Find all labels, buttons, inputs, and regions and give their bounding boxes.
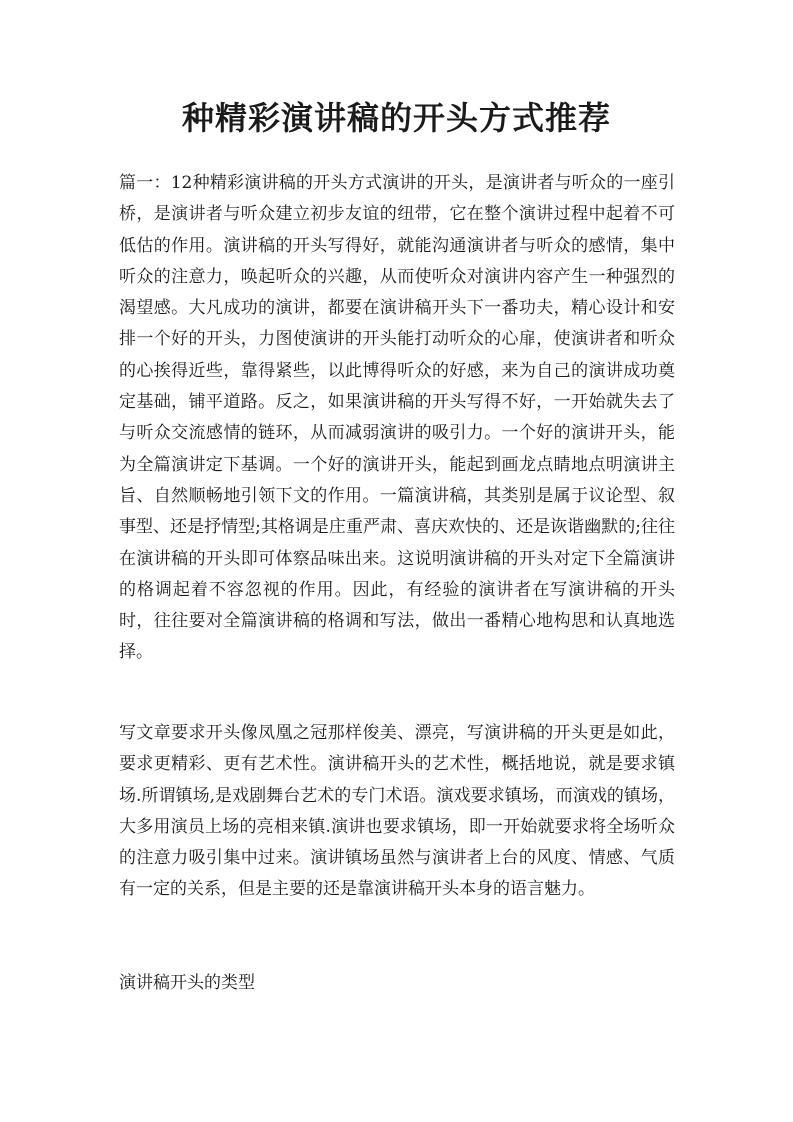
document-title: 种精彩演讲稿的开头方式推荐 xyxy=(181,99,611,137)
paragraph-intro: 篇一：12种精彩演讲稿的开头方式演讲的开头，是演讲者与听众的一座引桥，是演讲者与听众建立初步友谊的纽带，它在整个演讲过程中起着不可低估的作用。演讲稿的开头写得好，就能沟通演讲者与听众的感情，集中听众的注意力，唤起听众的兴趣，从而使听众对演讲内容产生一种强烈的渴望感。大凡成功的演讲，都要在演讲稿开头下一番功夫，精心设计和安排一个好的开头，力图使演讲的开头能打动听众的心扉，使演讲者和听众的心挨得近些，靠得紧些，以此博得听众的好感，来为自己的演讲成功奠定基础，铺平道路。反之，如果演讲稿的开头写得不好，一开始就失去了与听众交流感情的链环，从而减弱演讲的吸引力。一个好的演讲开头，能为全篇演讲定下基调。一个好的演讲开头，能起到画龙点睛地点明演讲主旨、自然顺畅地引领下文的作用。一篇演讲稿，其类别是属于议论型、叙事型、还是抒情型;其格调是庄重严肃、喜庆欢快的、还是诙谐幽默的;往往在演讲稿的开头即可体察品味出来。这说明演讲稿的开头对定下全篇演讲的格调起着不容忽视的作用。因此，有经验的演讲者在写演讲稿的开头时，往往要对全篇演讲稿的格调和写法，做出一番精心地构思和认真地选择。 xyxy=(119,173,675,663)
section-heading-opening-types: 演讲稿开头的类型 xyxy=(119,973,255,993)
paragraph-opening-art: 写文章要求开头像凤凰之冠那样俊美、漂亮，写演讲稿的开头更是如此，要求更精彩、更有艺术性。演讲稿开头的艺术性，概括地说，就是要求镇场.所谓镇场,是戏剧舞台艺术的专门术语。演戏要求镇场，而演戏的镇场，大多用演员上场的亮相来镇.演讲也要求镇场，即一开始就要求将全场听众的注意力吸引集中过来。演讲镇场虽然与演讲者上台的风度、情感、气质有一定的关系，但是主要的还是靠演讲稿开头本身的语言魅力。 xyxy=(119,723,675,900)
